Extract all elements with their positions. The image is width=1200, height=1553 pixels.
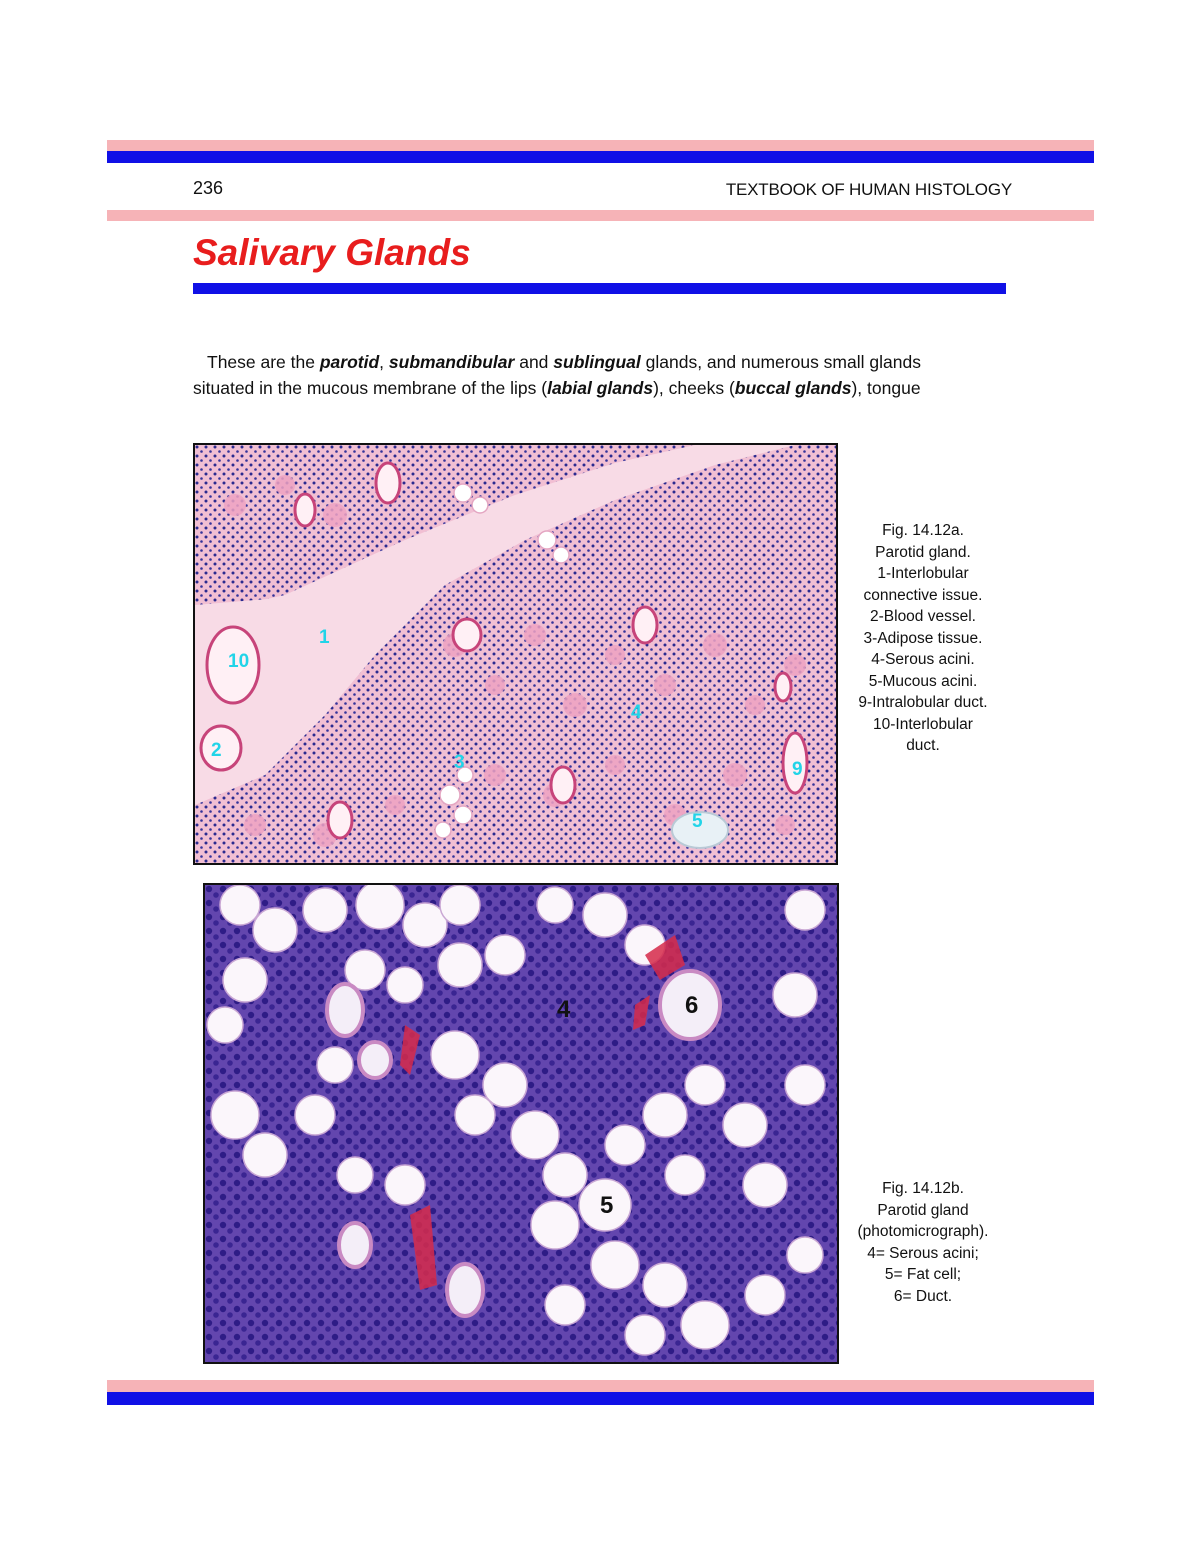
header-band-pink [107, 140, 1094, 151]
intro-text: ), tongue [851, 378, 921, 398]
fig-a-label-5: 5 [692, 811, 703, 832]
fig-b-label-5: 5 [600, 1192, 614, 1219]
caption-line: (photomicrograph). [857, 1223, 989, 1240]
caption-line: connective issue. [863, 586, 983, 604]
title-rule [193, 283, 1006, 294]
caption-line: Fig. 14.12b. [882, 1180, 964, 1197]
fig-a-label-3: 3 [454, 752, 465, 773]
caption-line: 4-Serous acini. [871, 651, 975, 668]
caption-line: Parotid gland [877, 1201, 969, 1219]
section-title: Salivary Glands [193, 232, 471, 273]
fig-b-label-4: 4 [557, 996, 571, 1023]
intro-line-1 [193, 349, 1023, 375]
caption-line: 3-Adipose tissue. [863, 629, 983, 647]
footer-band-pink [107, 1380, 1094, 1392]
micrograph-a-drawing [195, 445, 836, 863]
fig-b-label-6: 6 [685, 992, 699, 1019]
figure-14-12a-caption [845, 520, 1001, 757]
micrograph-b-drawing [205, 885, 837, 1362]
term-parotid: parotid [319, 352, 380, 372]
figure-14-12a-micrograph [193, 443, 838, 865]
intro-paragraph [193, 349, 1023, 401]
intro-text: , [379, 352, 389, 372]
intro-text: ), cheeks ( [653, 378, 735, 398]
fig-a-label-4: 4 [631, 702, 642, 723]
fig-a-label-1: 1 [319, 627, 330, 648]
caption-line: 6= Duct. [893, 1287, 953, 1305]
page-number: 236 [193, 178, 224, 198]
fig-a-label-2: 2 [211, 740, 222, 761]
figure-14-12b-caption [845, 1178, 1001, 1307]
intro-text: These are the [207, 352, 320, 372]
term-labial-glands: labial glands [547, 378, 654, 398]
caption-line: 5= Fat cell; [884, 1266, 962, 1283]
caption-line: 9-Intralobular duct. [858, 694, 988, 711]
figure-14-12b-micrograph [203, 883, 839, 1364]
caption-line: Parotid gland. [875, 543, 971, 561]
header-band-blue [107, 151, 1094, 163]
footer-band-blue [107, 1392, 1094, 1405]
header-band-pink-lower [107, 210, 1094, 221]
caption-line: 4= Serous acini; [867, 1244, 979, 1262]
fig-a-label-10: 10 [228, 651, 250, 672]
running-head: TEXTBOOK OF HUMAN HISTOLOGY [725, 180, 1012, 199]
caption-line: duct. [906, 737, 940, 754]
intro-line-2 [193, 375, 1023, 401]
caption-line: 5-Mucous acini. [868, 672, 978, 690]
intro-text: glands, and numerous small glands [640, 352, 921, 372]
caption-line: 2-Blood vessel. [870, 608, 976, 625]
caption-line: 1-Interlobular [877, 565, 969, 582]
term-buccal-glands: buccal glands [734, 378, 852, 398]
caption-line: 10-Interlobular [873, 715, 973, 733]
fig-a-label-9: 9 [792, 759, 803, 780]
intro-text: and [514, 352, 554, 372]
term-submandibular: submandibular [388, 352, 515, 372]
term-sublingual: sublingual [553, 352, 641, 372]
caption-line: Fig. 14.12a. [882, 522, 964, 539]
intro-text: situated in the mucous membrane of the lips ( [193, 378, 548, 398]
